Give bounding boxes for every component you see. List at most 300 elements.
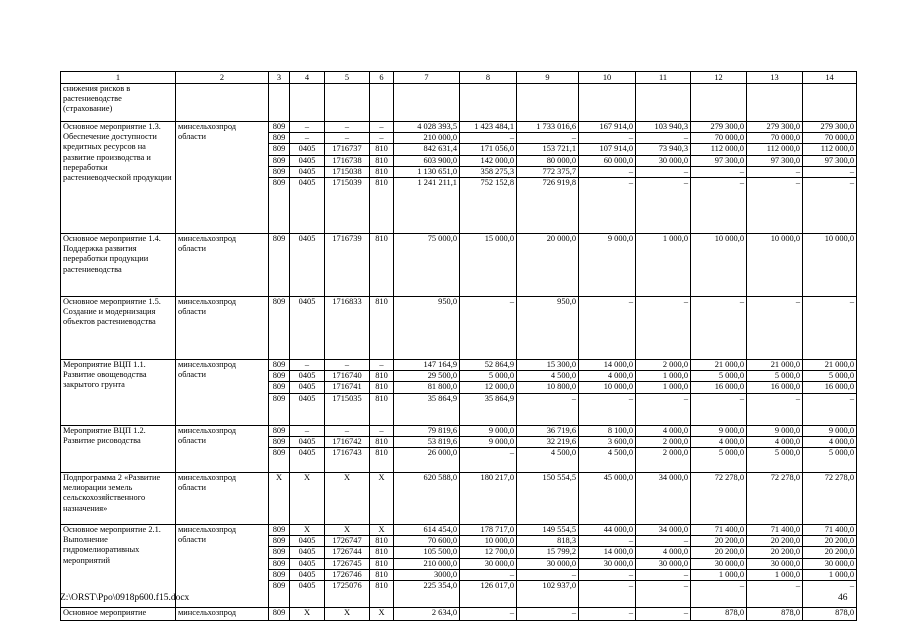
table-cell: – [636, 393, 691, 425]
file-path: Z:\ORST\Ppo\0918p600.f15.docx [60, 593, 190, 603]
table-cell: 32 219,6 [517, 437, 579, 448]
table-cell: – [747, 178, 803, 234]
table-cell: – [325, 360, 370, 371]
table-cell: 16 000,0 [747, 382, 803, 393]
executor: минсельхозпрод области [176, 426, 269, 473]
budget-table [60, 71, 857, 621]
table-cell: – [636, 178, 691, 234]
table-cell: 4 000,0 [747, 437, 803, 448]
table-cell: – [691, 297, 747, 360]
column-number: 5 [325, 72, 370, 84]
table-cell: 878,0 [747, 608, 803, 621]
table-cell: 79 819,6 [394, 426, 460, 437]
table-cell: 809 [269, 178, 290, 234]
table-cell: 1716742 [325, 437, 370, 448]
column-number: 10 [579, 72, 636, 84]
table-cell: 0405 [290, 382, 325, 393]
table-cell: X [269, 473, 290, 525]
table-cell: 809 [269, 234, 290, 297]
table-cell: – [579, 297, 636, 360]
table-cell: 809 [269, 426, 290, 437]
table-cell: 52 864,9 [460, 360, 517, 371]
table-cell: 2 000,0 [636, 437, 691, 448]
table-cell: – [579, 166, 636, 177]
table-cell: 16 000,0 [803, 382, 857, 393]
table-cell: – [636, 133, 691, 144]
table-cell: 0405 [290, 144, 325, 155]
table-cell: 12 000,0 [460, 382, 517, 393]
table-cell: 0405 [290, 581, 325, 608]
table-cell: – [579, 581, 636, 608]
executor: минсельхозпрод области [176, 297, 269, 360]
column-number: 1 [61, 72, 176, 84]
table-cell [290, 84, 325, 122]
table-cell: – [460, 448, 517, 473]
table-row [61, 234, 857, 297]
table-cell: 1715039 [325, 178, 370, 234]
table-cell: X [370, 473, 394, 525]
table-cell: 809 [269, 371, 290, 382]
table-cell: 9 000,0 [579, 234, 636, 297]
table-cell: 0405 [290, 371, 325, 382]
table-cell: – [803, 581, 857, 608]
table-cell: 810 [370, 448, 394, 473]
table-cell: 5 000,0 [691, 371, 747, 382]
table-cell: 210 000,0 [394, 558, 460, 569]
table-cell: 112 000,0 [803, 144, 857, 155]
column-number: 8 [460, 72, 517, 84]
table-row [61, 297, 857, 360]
table-cell: 603 900,0 [394, 155, 460, 166]
table-cell: 950,0 [394, 297, 460, 360]
table-cell [394, 84, 460, 122]
table-cell: 1 000,0 [803, 569, 857, 580]
column-number: 11 [636, 72, 691, 84]
table-cell: 0405 [290, 536, 325, 547]
table-cell: 810 [370, 166, 394, 177]
table-cell: – [747, 393, 803, 425]
table-cell: – [636, 608, 691, 621]
table-cell: 1716738 [325, 155, 370, 166]
table-cell [579, 84, 636, 122]
table-cell: 279 300,0 [747, 122, 803, 133]
table-cell: 26 000,0 [394, 448, 460, 473]
table-cell: 0405 [290, 155, 325, 166]
column-number: 4 [290, 72, 325, 84]
table-cell: 620 588,0 [394, 473, 460, 525]
table-cell: 21 000,0 [691, 360, 747, 371]
table-cell: 70 000,0 [747, 133, 803, 144]
table-cell: 1716737 [325, 144, 370, 155]
table-cell: 15 799,2 [517, 547, 579, 558]
table-cell: 4 500,0 [579, 448, 636, 473]
table-cell: 810 [370, 234, 394, 297]
table-cell: 15 000,0 [460, 234, 517, 297]
table-cell: 810 [370, 297, 394, 360]
column-number: 2 [176, 72, 269, 84]
table-cell: – [290, 360, 325, 371]
table-cell: 1 733 016,6 [517, 122, 579, 133]
table-cell: – [290, 133, 325, 144]
table-cell: 10 000,0 [803, 234, 857, 297]
table-cell: 16 000,0 [691, 382, 747, 393]
table-cell: X [370, 525, 394, 536]
table-cell: 1716739 [325, 234, 370, 297]
table-cell: 4 000,0 [803, 437, 857, 448]
table-cell: 279 300,0 [691, 122, 747, 133]
table-cell: – [325, 122, 370, 133]
table-cell: 810 [370, 536, 394, 547]
table-cell: 810 [370, 144, 394, 155]
table-cell: – [460, 569, 517, 580]
table-cell: X [325, 608, 370, 621]
table-cell: 0405 [290, 166, 325, 177]
table-cell: 810 [370, 558, 394, 569]
table-cell: 20 200,0 [803, 536, 857, 547]
measure-name: Основное мероприятие 2.1. Выполнение гидромелиоративных мероприятий [61, 525, 176, 608]
table-cell: 53 819,6 [394, 437, 460, 448]
table-cell: 3 600,0 [579, 437, 636, 448]
table-cell: 809 [269, 525, 290, 536]
table-cell: 14 000,0 [579, 360, 636, 371]
table-cell: 12 700,0 [460, 547, 517, 558]
table-cell: 1 423 484,1 [460, 122, 517, 133]
table-cell: 103 940,3 [636, 122, 691, 133]
table-cell: 772 375,7 [517, 166, 579, 177]
table-cell: – [370, 133, 394, 144]
table-cell: 809 [269, 547, 290, 558]
table-cell: 10 000,0 [579, 382, 636, 393]
executor: минсельхозпрод области [176, 360, 269, 426]
table-cell: – [636, 297, 691, 360]
page-number: 46 [838, 593, 848, 603]
table-cell: 34 000,0 [636, 473, 691, 525]
column-number-row [61, 72, 857, 84]
table-cell: 1 000,0 [636, 234, 691, 297]
table-cell: 809 [269, 536, 290, 547]
table-cell: 9 000,0 [747, 426, 803, 437]
table-cell: 149 554,5 [517, 525, 579, 536]
table-cell: 878,0 [691, 608, 747, 621]
table-cell: 1 000,0 [636, 371, 691, 382]
table-cell [517, 84, 579, 122]
table-cell: 809 [269, 122, 290, 133]
table-cell: 5 000,0 [747, 371, 803, 382]
table-cell: 4 028 393,5 [394, 122, 460, 133]
table-cell: 1716743 [325, 448, 370, 473]
table-cell: 1716833 [325, 297, 370, 360]
table-cell: 29 500,0 [394, 371, 460, 382]
executor: минсельхозпрод области [176, 234, 269, 297]
table-cell: 1716741 [325, 382, 370, 393]
table-cell: 0405 [290, 558, 325, 569]
table-cell: 1726745 [325, 558, 370, 569]
table-cell: 1726747 [325, 536, 370, 547]
table-row [61, 525, 857, 536]
table-cell: – [370, 122, 394, 133]
table-cell: – [803, 393, 857, 425]
table-cell: 809 [269, 393, 290, 425]
table-cell: 72 278,0 [691, 473, 747, 525]
table-cell: 97 300,0 [747, 155, 803, 166]
table-cell: 810 [370, 437, 394, 448]
table-cell: 1725076 [325, 581, 370, 608]
table-cell: 142 000,0 [460, 155, 517, 166]
table-cell: 2 000,0 [636, 360, 691, 371]
table-cell: 4 000,0 [636, 426, 691, 437]
table-cell: 809 [269, 437, 290, 448]
table-cell: 225 354,0 [394, 581, 460, 608]
table-cell: 810 [370, 371, 394, 382]
table-cell: 45 000,0 [579, 473, 636, 525]
table-cell: 1715038 [325, 166, 370, 177]
table-cell: 5 000,0 [691, 448, 747, 473]
table-cell: 1726746 [325, 569, 370, 580]
table-cell: – [579, 608, 636, 621]
table-cell: 809 [269, 382, 290, 393]
table-cell: 30 000,0 [691, 558, 747, 569]
table-row [61, 426, 857, 437]
table-cell: 1 000,0 [636, 382, 691, 393]
table-cell: 809 [269, 558, 290, 569]
measure-name: Мероприятие ВЦП 1.1. Развитие овощеводства закрытого грунта [61, 360, 176, 426]
table-cell: 809 [269, 448, 290, 473]
table-cell: 726 919,8 [517, 178, 579, 234]
table-cell: 30 000,0 [747, 558, 803, 569]
table-cell: 73 940,3 [636, 144, 691, 155]
table-cell: 1 241 211,1 [394, 178, 460, 234]
table-cell: 71 400,0 [747, 525, 803, 536]
table-cell: 147 164,9 [394, 360, 460, 371]
table-cell: – [579, 569, 636, 580]
table-cell: – [691, 178, 747, 234]
table-cell: 9 000,0 [803, 426, 857, 437]
table-cell: 30 000,0 [460, 558, 517, 569]
table-cell: 809 [269, 144, 290, 155]
table-cell: – [460, 608, 517, 621]
table-cell: 150 554,5 [517, 473, 579, 525]
table-cell: – [325, 426, 370, 437]
column-number: 7 [394, 72, 460, 84]
table-cell: 10 800,0 [517, 382, 579, 393]
measure-name: Основное мероприятие 1.3. Обеспечение доступности кредитных ресурсов на развитие производства и переработки растениеводческой продукции [61, 122, 176, 234]
table-cell: 5 000,0 [747, 448, 803, 473]
table-cell: – [803, 297, 857, 360]
table-cell: – [290, 122, 325, 133]
table-cell: – [460, 297, 517, 360]
table-cell: 1726744 [325, 547, 370, 558]
table-cell: 809 [269, 166, 290, 177]
table-cell: 15 300,0 [517, 360, 579, 371]
table-cell: 44 000,0 [579, 525, 636, 536]
table-cell: 9 000,0 [460, 426, 517, 437]
table-cell: 614 454,0 [394, 525, 460, 536]
table-cell: – [636, 166, 691, 177]
table-row [61, 122, 857, 133]
table-cell: 4 000,0 [636, 547, 691, 558]
table-cell: 35 864,9 [394, 393, 460, 425]
table-cell [460, 84, 517, 122]
table-cell: 178 717,0 [460, 525, 517, 536]
table-cell [691, 84, 747, 122]
table-cell: 21 000,0 [803, 360, 857, 371]
table-cell: X [290, 473, 325, 525]
table-cell: 72 278,0 [747, 473, 803, 525]
table-cell: 153 721,1 [517, 144, 579, 155]
table-cell: 30 000,0 [636, 155, 691, 166]
table-cell: 2 000,0 [636, 448, 691, 473]
table-cell: 5 000,0 [803, 448, 857, 473]
table-cell: – [636, 569, 691, 580]
table-cell: 810 [370, 581, 394, 608]
executor: минсельхозпрод [176, 608, 269, 621]
column-number: 9 [517, 72, 579, 84]
table-cell: X [370, 608, 394, 621]
table-cell: 126 017,0 [460, 581, 517, 608]
table-cell: 112 000,0 [747, 144, 803, 155]
table-cell: – [517, 393, 579, 425]
table-cell: 809 [269, 569, 290, 580]
table-cell: 0405 [290, 437, 325, 448]
table-cell: 75 000,0 [394, 234, 460, 297]
table-cell: 4 000,0 [691, 437, 747, 448]
table-cell: 171 056,0 [460, 144, 517, 155]
table-cell: 358 275,3 [460, 166, 517, 177]
table-cell: 950,0 [517, 297, 579, 360]
table-cell: 810 [370, 393, 394, 425]
table-cell: 81 800,0 [394, 382, 460, 393]
table-row [61, 360, 857, 371]
table-cell [803, 84, 857, 122]
table-cell: 71 400,0 [803, 525, 857, 536]
table-cell: 0405 [290, 234, 325, 297]
table-cell: 71 400,0 [691, 525, 747, 536]
table-cell: 0405 [290, 178, 325, 234]
column-number: 14 [803, 72, 857, 84]
table-cell: 1 000,0 [691, 569, 747, 580]
table-row [61, 608, 857, 621]
measure-name: Основное мероприятие 1.4. Поддержка развития переработки продукции растениеводства [61, 234, 176, 297]
table-cell: 34 000,0 [636, 525, 691, 536]
table-cell: 30 000,0 [579, 558, 636, 569]
table-cell: 4 500,0 [517, 371, 579, 382]
table-cell: 809 [269, 608, 290, 621]
table-cell: – [579, 393, 636, 425]
table-cell: 20 200,0 [803, 547, 857, 558]
table-cell [636, 84, 691, 122]
table-cell: – [370, 360, 394, 371]
table-cell: 10 000,0 [747, 234, 803, 297]
table-cell: – [579, 133, 636, 144]
table-cell: 810 [370, 569, 394, 580]
table-cell: 60 000,0 [579, 155, 636, 166]
measure-name: Подпрограмма 2 «Развитие мелиорации земель сельскохозяйственного назначения» [61, 473, 176, 525]
table-cell: – [803, 166, 857, 177]
measure-name: Мероприятие ВЦП 1.2. Развитие рисоводства [61, 426, 176, 473]
table-cell: 0405 [290, 393, 325, 425]
executor: минсельхозпрод области [176, 122, 269, 234]
table-cell [747, 84, 803, 122]
table-cell: 14 000,0 [579, 547, 636, 558]
table-cell: 35 864,9 [460, 393, 517, 425]
table-cell: – [747, 581, 803, 608]
table-cell: 810 [370, 382, 394, 393]
table-cell: – [370, 426, 394, 437]
column-number: 3 [269, 72, 290, 84]
table-cell: X [325, 473, 370, 525]
table-cell: 107 914,0 [579, 144, 636, 155]
table-cell: 810 [370, 547, 394, 558]
table-cell: 9 000,0 [460, 437, 517, 448]
table-cell [269, 84, 290, 122]
table-cell: – [579, 536, 636, 547]
table-row [61, 473, 857, 525]
measure-name: Основное мероприятие [61, 608, 176, 621]
column-number: 12 [691, 72, 747, 84]
table-cell: 30 000,0 [636, 558, 691, 569]
table-cell: 10 000,0 [691, 234, 747, 297]
table-cell: 279 300,0 [803, 122, 857, 133]
table-cell: 810 [370, 178, 394, 234]
table-cell: – [290, 426, 325, 437]
column-number: 6 [370, 72, 394, 84]
table-cell: 97 300,0 [691, 155, 747, 166]
table-cell: 752 152,8 [460, 178, 517, 234]
table-cell: 70 000,0 [803, 133, 857, 144]
table-cell: – [325, 133, 370, 144]
table-cell: 809 [269, 133, 290, 144]
table-cell: 2 634,0 [394, 608, 460, 621]
table-cell: 30 000,0 [517, 558, 579, 569]
table-cell: 97 300,0 [803, 155, 857, 166]
table-cell: 20 200,0 [691, 547, 747, 558]
table-cell: 0405 [290, 448, 325, 473]
table-cell: 72 278,0 [803, 473, 857, 525]
measure-name: Основное мероприятие 1.5. Создание и модернизация объектов растениеводства [61, 297, 176, 360]
table-cell: – [691, 393, 747, 425]
table-cell: 5 000,0 [460, 371, 517, 382]
table-cell: 810 [370, 155, 394, 166]
executor: минсельхозпрод области [176, 473, 269, 525]
table-cell: 809 [269, 297, 290, 360]
table-cell: 1716740 [325, 371, 370, 382]
table-cell: 20 200,0 [691, 536, 747, 547]
table-cell: X [325, 525, 370, 536]
table-cell [325, 84, 370, 122]
table-cell: 0405 [290, 297, 325, 360]
table-cell: 21 000,0 [747, 360, 803, 371]
table-cell: 70 600,0 [394, 536, 460, 547]
table-cell: 105 500,0 [394, 547, 460, 558]
table-cell: – [579, 178, 636, 234]
table-cell: 5 000,0 [803, 371, 857, 382]
table-cell: – [747, 297, 803, 360]
table-cell: – [636, 581, 691, 608]
table-cell: 210 000,0 [394, 133, 460, 144]
table-cell: – [691, 166, 747, 177]
table-cell: 3000,0 [394, 569, 460, 580]
measure-name: снижения рисков в растениеводстве (страхование) [61, 84, 176, 122]
table-cell: 102 937,0 [517, 581, 579, 608]
table-cell: 809 [269, 360, 290, 371]
table-cell: 809 [269, 155, 290, 166]
table-cell: 70 000,0 [691, 133, 747, 144]
table-cell: 80 000,0 [517, 155, 579, 166]
executor: минсельхозпрод области [176, 525, 269, 608]
table-cell: 30 000,0 [803, 558, 857, 569]
table-cell: – [803, 178, 857, 234]
table-cell: 180 217,0 [460, 473, 517, 525]
